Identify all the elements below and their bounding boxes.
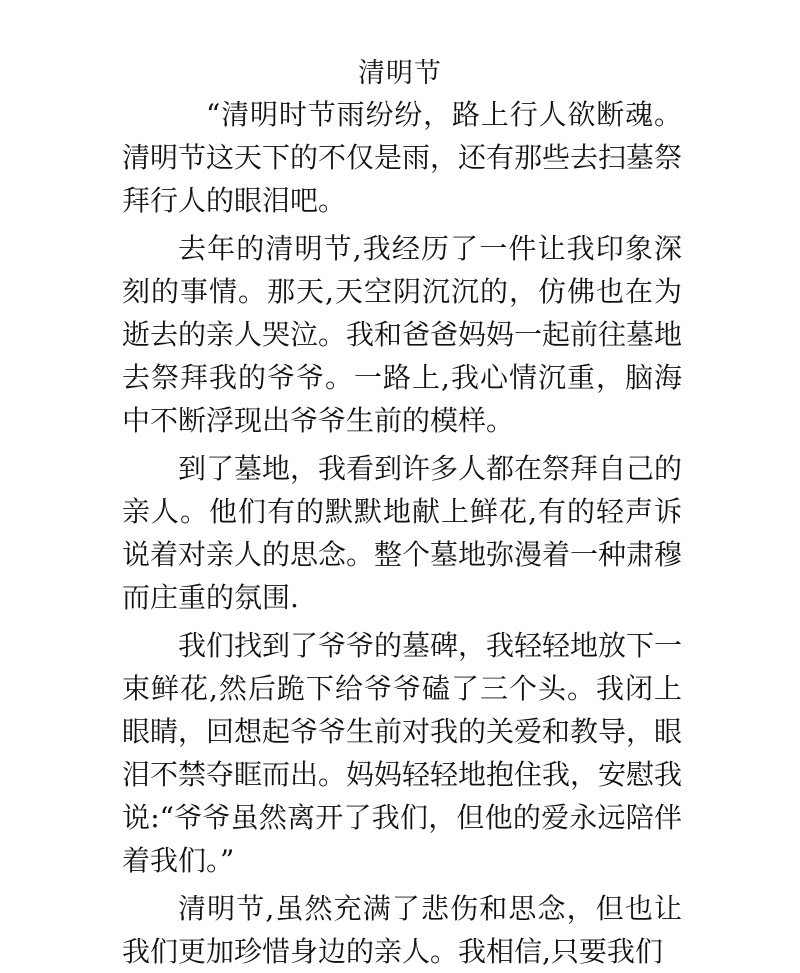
essay-body xyxy=(122,93,682,973)
paragraph-3: 到了墓地，我看到许多人都在祭拜自己的亲人。他们有的默默地献上鲜花,有的轻声诉说着对亲人的思念。整个墓地弥漫着一种肃穆而庄重的氛围. xyxy=(122,452,683,614)
essay-title: 清明节 xyxy=(358,58,442,89)
paragraph-5: 清明节,虽然充满了悲伤和思念，但也让我们更加珍惜身边的亲人。我相信,只要我们 xyxy=(122,892,682,968)
paragraph-1: “清明时节雨纷纷，路上行人欲断魂。清明节这天下的不仅是雨，还有那些去扫墓祭拜行人的眼泪吧。 xyxy=(122,98,683,217)
paragraph-4: 我们找到了爷爷的墓碑，我轻轻地放下一束鲜花,然后跪下给爷爷磕了三个头。我闭上眼睛，回想起爷爷生前对我的关爱和教导，眼泪不禁夺眶而出。妈妈轻轻地抱住我，安慰我说:“爷爷虽然离开了我们，但他的爱永远陪伴着我们。” xyxy=(122,629,683,877)
paragraph-2: 去年的清明节,我经历了一件让我印象深刻的事情。那天,天空阴沉沉的，仿佛也在为逝去的亲人哭泣。我和爸爸妈妈一起前往墓地去祭拜我的爷爷。一路上,我心情沉重，脑海中不断浮现出爷爷生前的模样。 xyxy=(122,232,683,437)
